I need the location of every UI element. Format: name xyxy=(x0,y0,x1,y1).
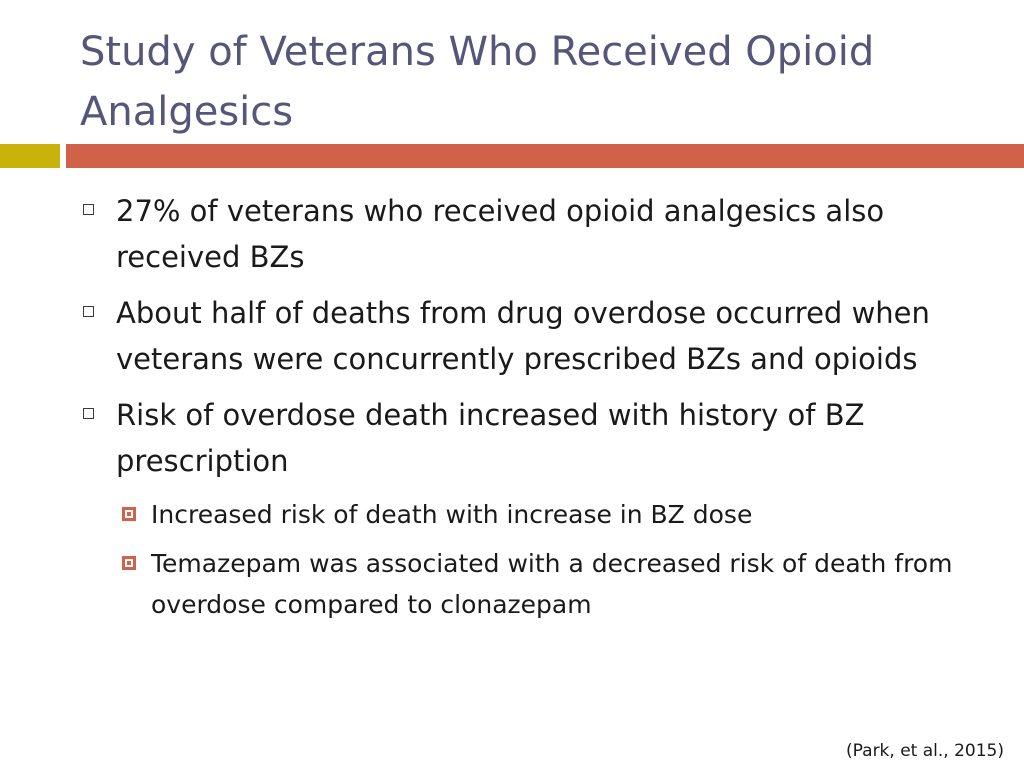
sub-bullet-text: Temazepam was associated with a decreased risk of death from overdose compared to clonazepam xyxy=(151,549,953,619)
sub-bullet-text: Increased risk of death with increase in BZ dose xyxy=(151,500,753,529)
bullet-text: 27% of veterans who received opioid analgesics also received BZs xyxy=(116,194,885,274)
bullet-item xyxy=(80,188,980,280)
bullet-item xyxy=(80,392,980,484)
bullet-text: Risk of overdose death increased with history of BZ prescription xyxy=(116,398,865,478)
bullet-list xyxy=(80,188,980,633)
citation: (Park, et al., 2015) xyxy=(846,741,1004,761)
sub-bullet-item xyxy=(116,543,980,625)
square-bullet-icon xyxy=(83,306,94,317)
bullet-text: About half of deaths from drug overdose occurred when veterans were concurrently prescribed BZs and opioids xyxy=(116,296,930,376)
filled-square-bullet-icon xyxy=(122,556,136,570)
slide-title: Study of Veterans Who Received Opioid Analgesics xyxy=(80,29,875,135)
bullet-item xyxy=(80,290,980,382)
filled-square-bullet-icon xyxy=(122,507,136,521)
square-bullet-icon xyxy=(83,204,94,215)
sub-bullet-item xyxy=(116,494,980,535)
title-accent-bar-right xyxy=(66,144,1024,168)
square-bullet-icon xyxy=(83,408,94,419)
title-accent-bar-left xyxy=(0,144,60,168)
